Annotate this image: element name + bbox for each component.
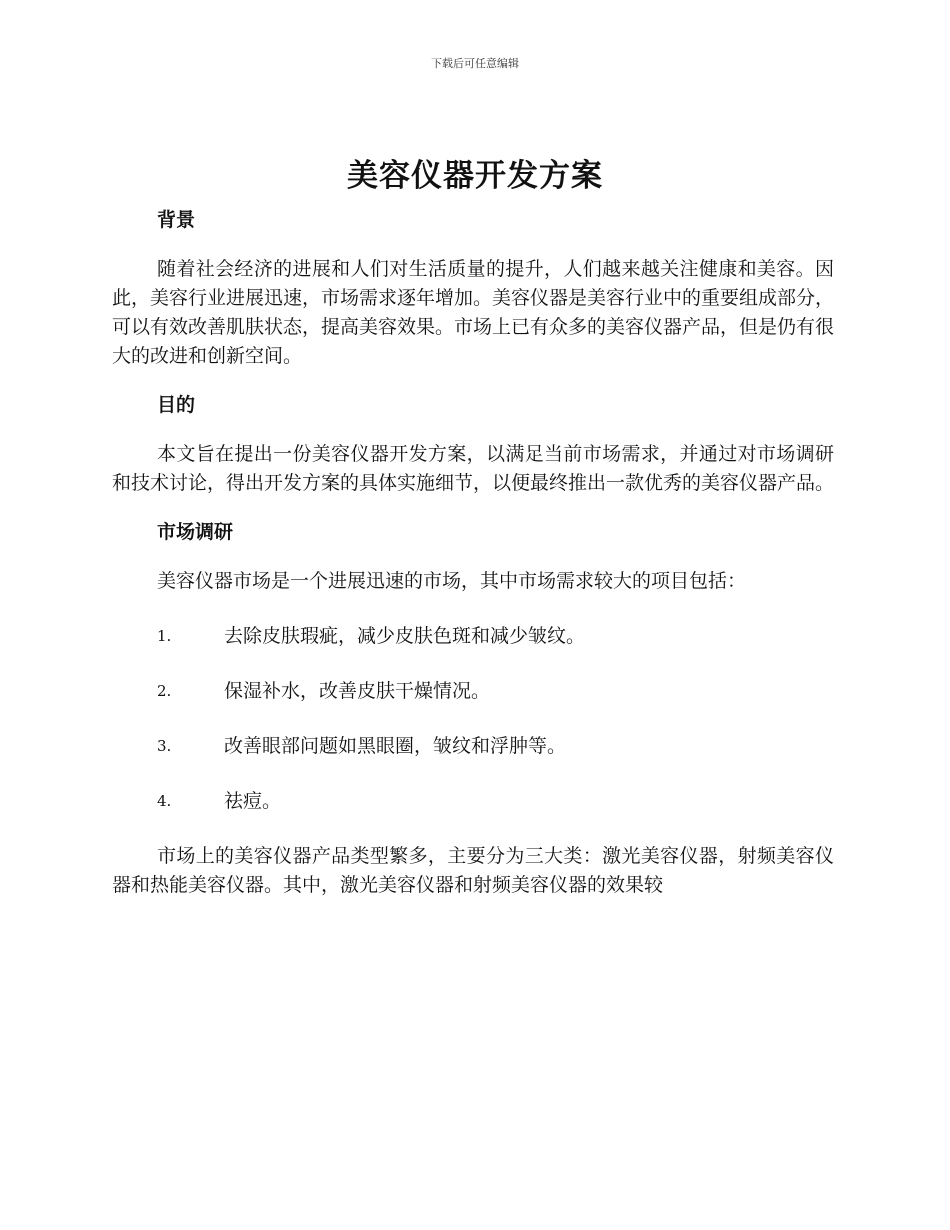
list-item-text: 保湿补水，改善皮肤干燥情况。 — [224, 680, 491, 702]
paragraph-purpose: 本文旨在提出一份美容仪器开发方案，以满足当前市场需求，并通过对市场调研和技术讨论，得出开发方案的具体实施细节，以便最终推出一款优秀的美容仪器产品。 — [112, 443, 835, 494]
list-item — [112, 677, 834, 732]
list-item-number: 2. — [157, 682, 172, 700]
list-item — [112, 787, 834, 842]
paragraph-market-types: 市场上的美容仪器产品类型繁多，主要分为三大类：激光美容仪器，射频美容仪器和热能美容仪器。其中，激光美容仪器和射频美容仪器的效果较 — [112, 845, 834, 896]
list-item — [112, 732, 834, 787]
paragraph-background: 随着社会经济的进展和人们对生活质量的提升，人们越来越关注健康和美容。因此，美容行业进展迅速，市场需求逐年增加。美容仪器是美容行业中的重要组成部分，可以有效改善肌肤状态，提高美容效果。市场上已有众多的美容仪器产品，但是仍有很大的改进和创新空间。 — [112, 258, 835, 367]
list-item-text: 改善眼部问题如黑眼圈，皱纹和浮肿等。 — [224, 735, 567, 757]
section-heading-market: 市场调研 — [157, 521, 234, 543]
market-demand-list — [112, 622, 834, 842]
section-heading-purpose: 目的 — [157, 394, 196, 416]
paragraph-market-intro: 美容仪器市场是一个进展迅速的市场，其中市场需求较大的项目包括： — [157, 570, 747, 592]
document-title: 美容仪器开发方案 — [347, 158, 603, 194]
list-item-number: 1. — [157, 627, 172, 645]
header-note: 下载后可任意编辑 — [431, 57, 519, 70]
list-item — [112, 622, 834, 677]
list-item-number: 3. — [157, 737, 172, 755]
list-item-number: 4. — [157, 792, 172, 810]
list-item-text: 祛痘。 — [224, 790, 282, 812]
document-body — [112, 200, 834, 900]
section-heading-background: 背景 — [157, 209, 196, 231]
list-item-text: 去除皮肤瑕疵，减少皮肤色斑和减少皱纹。 — [224, 625, 586, 647]
